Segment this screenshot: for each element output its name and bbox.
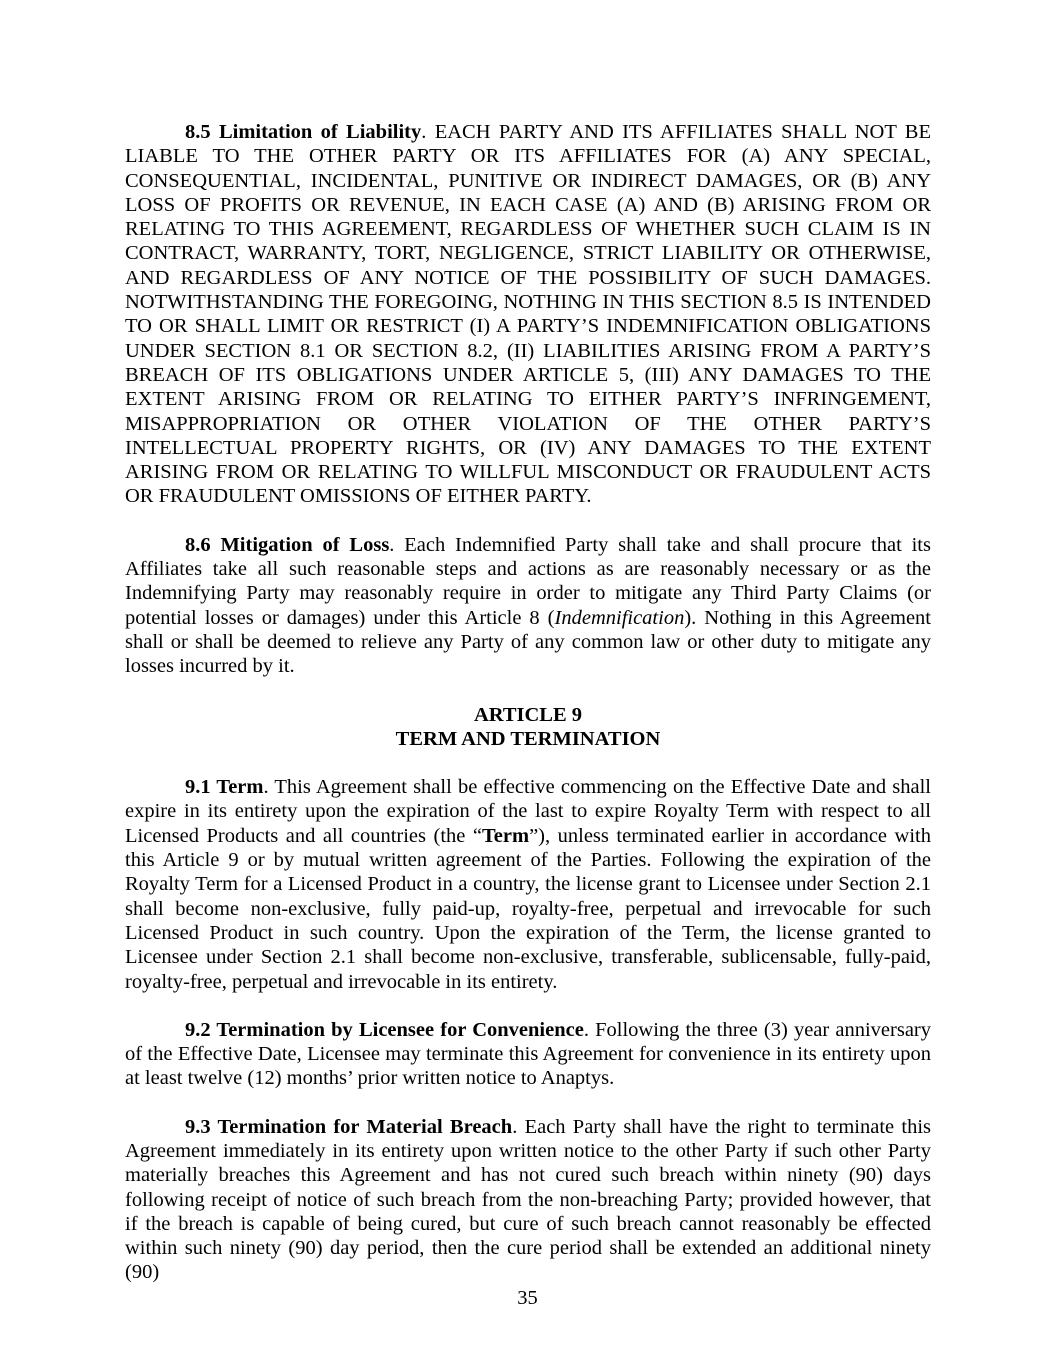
document-body [125,120,931,1285]
text-segment: 8.5 Limitation of Liability [185,121,422,143]
text-segment: ”), unless terminated earlier in accordance with this Article 9 or by mutual written agreement of the Parties. Following the expiration of the Royalty Term for a Licensed Product in a country, the license grant to Licensee under Section 2.1 shall become non-exclusive, fully paid-up, royalty-free, perpetual and irrevocable for such Licensed Product in such country. Upon the expiration of the Term, the license granted to Licensee under Section 2.1 shall become non-exclusive, transferable, sublicensable, fully-paid, royalty-free, perpetual and irrevocable in its entirety. [125,824,931,993]
text-segment: ARTICLE 9 [473,703,583,726]
heading-article-9 [125,703,931,727]
text-segment: TERM AND TERMINATION [395,727,661,750]
section-9-3-termination-for-material-breach [125,1115,931,1285]
heading-term-and-termination [125,727,931,751]
text-segment: . This Agreement shall be effective commencing on the Effective Date and shall expire in its entirety upon the expiration of the last to expire Royalty Term with respect to all Licensed Products and all countries (the “ [125,776,931,847]
text-segment: 8.6 Mitigation of Loss [185,533,390,556]
section-8-5-limitation-of-liability [125,120,931,509]
page-number: 35 [517,1287,538,1309]
text-segment: . EACH PARTY AND ITS AFFILIATES SHALL NOT BE LIABLE TO THE OTHER PARTY OR ITS AFFILIATES FOR (A) ANY SPECIAL, CONSEQUENTIAL, INCIDENTAL, PUNITIVE OR INDIRECT DAMAGES, OR (B) ANY LOSS OF PROFITS OR REVENUE, IN EACH CASE (A) AND (B) ARISING FROM OR RELATING TO THIS AGREEMENT, REGARDLESS OF WHETHER SUCH CLAIM IS IN CONTRACT, WARRANTY, TORT, NEGLIGENCE, STRICT LIABILITY OR OTHERWISE, AND REGARDLESS OF ANY NOTICE OF THE POSSIBILITY OF SUCH DAMAGES. NOTWITHSTANDING THE FOREGOING, NOTHING IN THIS SECTION 8.5 IS INTENDED TO OR SHALL LIMIT OR RESTRICT (I) A PARTY’S INDEMNIFICATION OBLIGATIONS UNDER SECTION 8.1 OR SECTION 8.2, (II) LIABILITIES ARISING FROM A PARTY’S BREACH OF ITS OBLIGATIONS UNDER ARTICLE 5, (III) ANY DAMAGES TO THE EXTENT ARISING FROM OR RELATING TO EITHER PARTY’S INFRINGEMENT, MISAPPROPRIATION OR OTHER VIOLATION OF THE OTHER PARTY’S INTELLECTUAL PROPERTY RIGHTS, OR (IV) ANY DAMAGES TO THE EXTENT ARISING FROM OR RELATING TO WILLFUL MISCONDUCT OR FRAUDULENT ACTS OR FRAUDULENT OMISSIONS OF EITHER PARTY. [125,121,931,508]
text-segment: . Each Party shall have the right to terminate this Agreement immediately in its entirety upon written notice to the other Party if such other Party materially breaches this Agreement and has not cured such breach within ninety (90) days following receipt of notice of such breach from the non-breaching Party; provided however, that if the breach is capable of being cured, but cure of such breach cannot reasonably be effected within such ninety (90) day period, then the cure period shall be extended an additional ninety (90) [125,1115,931,1284]
text-segment: ). Nothing in this Agreement shall or shall be deemed to relieve any Party of any common law or other duty to mitigate any losses incurred by it. [125,606,931,678]
text-segment: Term [482,824,530,847]
section-8-6-mitigation-of-loss [125,533,931,679]
text-segment: 9.1 Term [185,776,264,799]
section-9-1-term [125,775,931,994]
text-segment: 9.3 Termination for Material Breach [185,1115,513,1138]
text-segment: . Following the three (3) year anniversary of the Effective Date, Licensee may terminate this Agreement for convenience in its entirety upon at least twelve (12) months’ prior written notice to Anaptys. [125,1018,931,1090]
text-segment: 9.2 Termination by Licensee for Convenience [185,1018,584,1041]
section-9-2-termination-by-licensee-for-convenience [125,1018,931,1091]
text-segment: . Each Indemnified Party shall take and shall procure that its Affiliates take all such reasonable steps and actions as are reasonably necessary or as the Indemnifying Party may reasonably require in order to mitigate any Third Party Claims (or potential losses or damages) under this Article 8 ( [125,533,931,629]
text-segment: Indemnification [554,606,685,629]
